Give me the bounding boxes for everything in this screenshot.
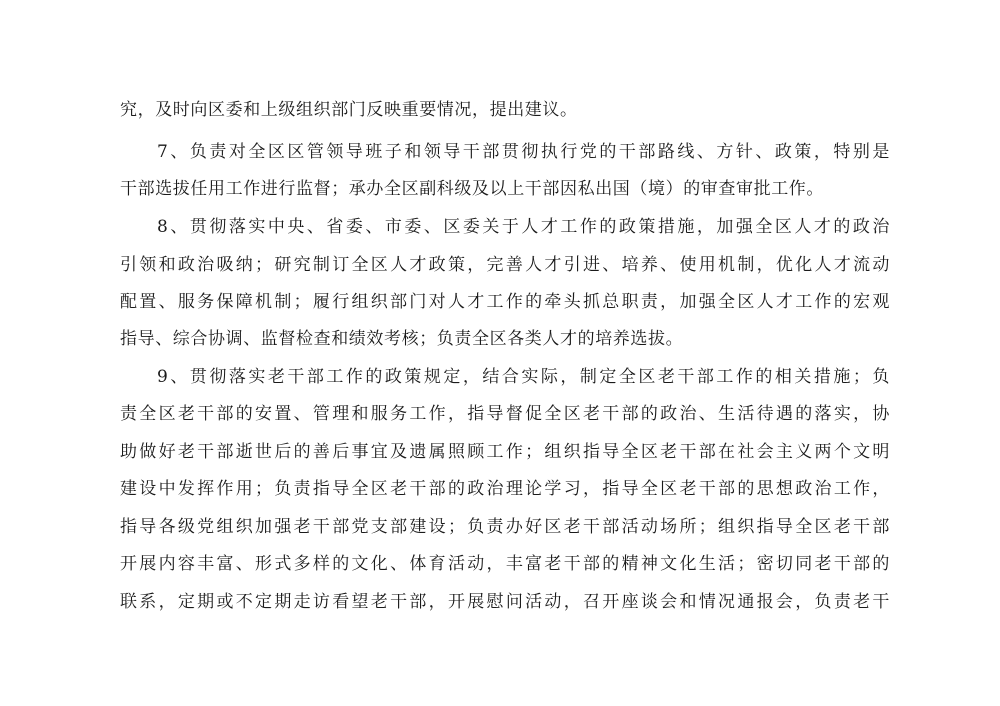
paragraph-7-line-1: 7、负责对全区区管领导班子和领导干部贯彻执行党的干部路线、方针、政策，特别是 [157, 142, 890, 162]
paragraph-8-line-4: 指导、综合协调、监督检查和绩效考核；负责全区各类人才的培养选拔。 [120, 329, 684, 349]
paragraph-9-line-7: 联系，定期或不定期走访看望老干部，开展慰问活动，召开座谈会和情况通报会，负责老干 [120, 592, 890, 612]
paragraph-8-line-2: 引领和政治吸纳；研究制订全区人才政策，完善人才引进、培养、使用机制，优化人才流动 [120, 255, 890, 275]
paragraph-9-line-3: 助做好老干部逝世后的善后事宜及遗属照顾工作；组织指导全区老干部在社会主义两个文明 [120, 442, 890, 462]
paragraph-8-line-3: 配置、服务保障机制；履行组织部门对人才工作的牵头抓总职责，加强全区人才工作的宏观 [120, 292, 890, 312]
paragraph-9-line-5: 指导各级党组织加强老干部党支部建设；负责办好区老干部活动场所；组织指导全区老干部 [120, 517, 890, 537]
paragraph-9-line-6: 开展内容丰富、形式多样的文化、体育活动，丰富老干部的精神文化生活；密切同老干部的 [120, 554, 890, 574]
paragraph-9-line-2: 责全区老干部的安置、管理和服务工作，指导督促全区老干部的政治、生活待遇的落实，协 [120, 404, 890, 424]
paragraph-8-line-1: 8、贯彻落实中央、省委、市委、区委关于人才工作的政策措施，加强全区人才的政治 [157, 217, 890, 237]
paragraph-7-line-2: 干部选拔任用工作进行监督；承办全区副科级及以上干部因私出国（境）的审查审批工作。 [120, 179, 824, 199]
paragraph-9-line-4: 建设中发挥作用；负责指导全区老干部的政治理论学习，指导全区老干部的思想政治工作， [120, 479, 890, 499]
paragraph-9-line-1: 9、贯彻落实老干部工作的政策规定，结合实际，制定全区老干部工作的相关措施；负 [157, 367, 890, 387]
paragraph-6-line-end: 究，及时向区委和上级组织部门反映重要情况，提出建议。 [120, 100, 578, 120]
